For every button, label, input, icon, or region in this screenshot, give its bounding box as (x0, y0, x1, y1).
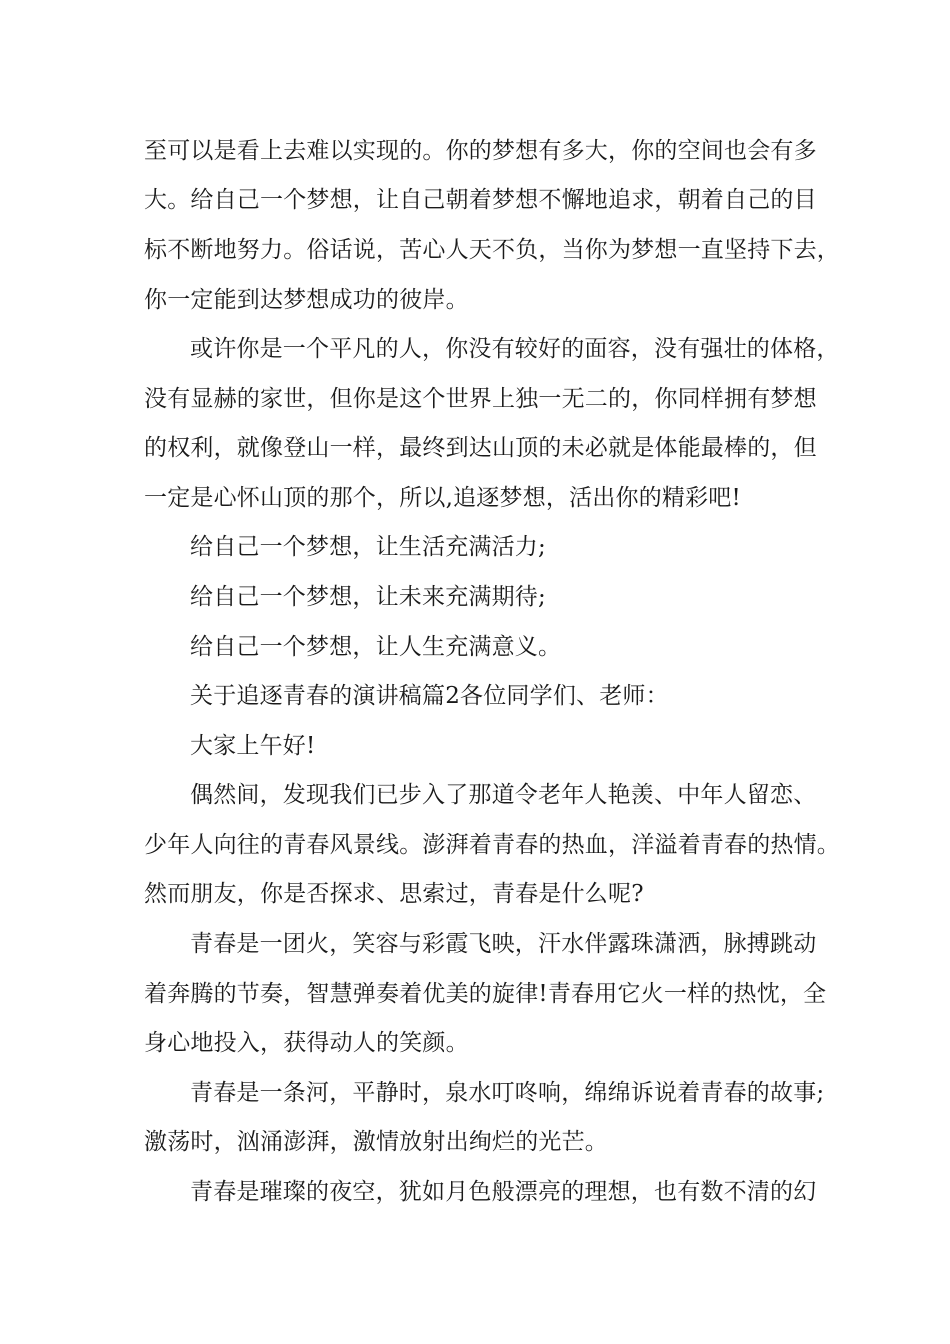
paragraph-line: 然而朋友，你是否探求、思索过，青春是什么呢? (144, 881, 644, 907)
paragraph-line: 给自己一个梦想，让生活充满活力; (190, 534, 546, 560)
section-heading: 关于追逐青春的演讲稿篇2各位同学们、老师： (190, 683, 669, 709)
paragraph-line: 青春是一团火，笑容与彩霞飞映，汗水伴露珠潇洒，脉搏跳动 (190, 931, 817, 957)
paragraph-line: 给自己一个梦想，让未来充满期待; (190, 584, 546, 610)
paragraph-line: 青春是一条河，平静时，泉水叮咚响，绵绵诉说着青春的故事; (190, 1080, 825, 1106)
paragraph-line: 身心地投入，获得动人的笑颜。 (144, 1030, 469, 1056)
paragraph-line: 一定是心怀山顶的那个，所以,追逐梦想，活出你的精彩吧! (144, 485, 741, 511)
paragraph-line: 青春是璀璨的夜空，犹如月色般漂亮的理想，也有数不清的幻 (190, 1179, 817, 1205)
paragraph-line: 的权利，就像登山一样，最终到达山顶的未必就是体能最棒的，但 (144, 435, 817, 461)
paragraph-line: 至可以是看上去难以实现的。你的梦想有多大，你的空间也会有多 (144, 138, 817, 164)
paragraph-line: 偶然间，发现我们已步入了那道令老年人艳羡、中年人留恋、 (190, 782, 817, 808)
paragraph-line: 或许你是一个平凡的人，你没有较好的面容，没有强壮的体格， (190, 336, 840, 362)
paragraph-line: 激荡时，汹涌澎湃，激情放射出绚烂的光芒。 (144, 1129, 608, 1155)
paragraph-line: 着奔腾的节奏，智慧弹奏着优美的旋律!青春用它火一样的热忱，全 (144, 981, 827, 1007)
paragraph-line: 你一定能到达梦想成功的彼岸。 (144, 287, 469, 313)
paragraph-line: 标不断地努力。俗话说，苦心人天不负，当你为梦想一直坚持下去， (144, 237, 840, 263)
paragraph-line: 大。给自己一个梦想，让自己朝着梦想不懈地追求，朝着自己的目 (144, 187, 817, 213)
paragraph-line: 没有显赫的家世，但你是这个世界上独一无二的，你同样拥有梦想 (144, 386, 817, 412)
greeting-line: 大家上午好! (190, 733, 316, 759)
paragraph-line: 给自己一个梦想，让人生充满意义。 (190, 634, 562, 660)
paragraph-line: 少年人向往的青春风景线。澎湃着青春的热血，洋溢着青春的热情。 (144, 832, 840, 858)
